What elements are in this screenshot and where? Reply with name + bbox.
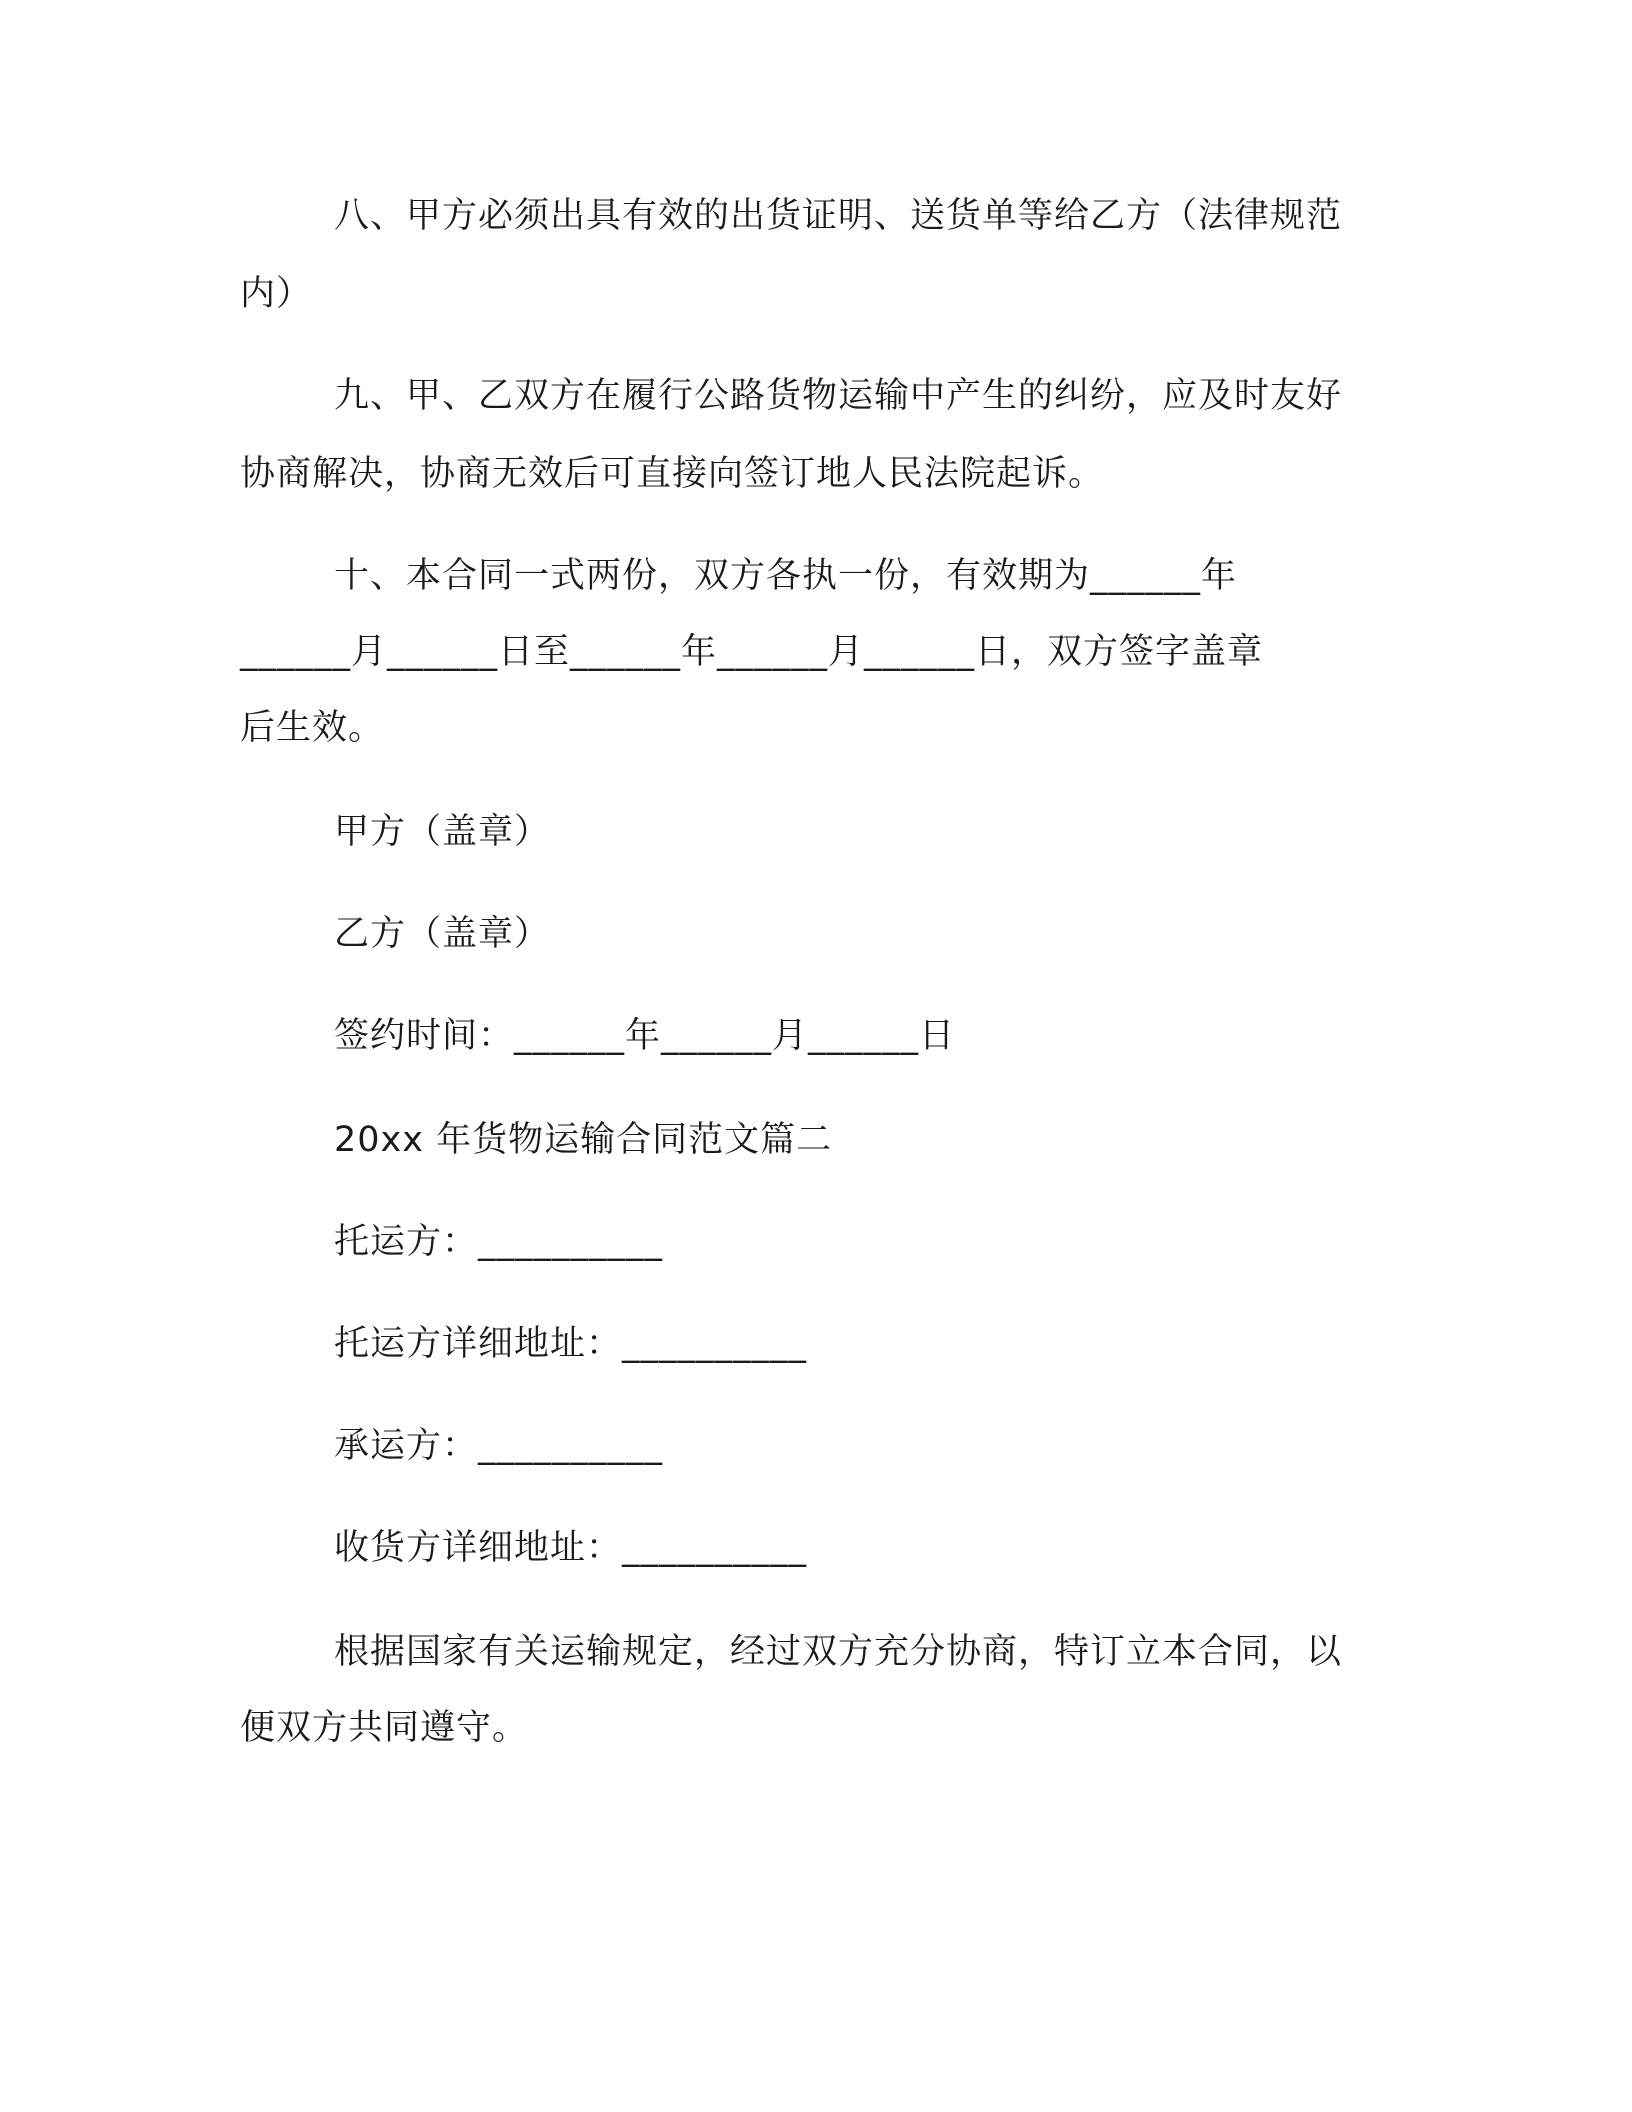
clause-9-line-1: 九、甲、乙双方在履行公路货物运输中产生的纠纷，应及时友好 bbox=[334, 376, 1343, 416]
preamble-line-1: 根据国家有关运输规定，经过双方充分协商，特订立本合同，以 bbox=[334, 1632, 1343, 1672]
section-two-title: 20xx 年货物运输合同范文篇二 bbox=[334, 1120, 833, 1160]
party-b-seal: 乙方（盖章） bbox=[334, 914, 551, 954]
clause-9-line-2: 协商解决，协商无效后可直接向签订地人民法院起诉。 bbox=[240, 454, 1105, 494]
clause-8-line-2: 内） bbox=[240, 274, 313, 314]
clause-10-line-2: ______月______日至______年______月______日，双方签字盖章 bbox=[240, 632, 1264, 672]
carrier-field: 承运方：__________ bbox=[334, 1426, 664, 1466]
clause-10-line-1: 十、本合同一式两份，双方各执一份，有效期为______年 bbox=[334, 556, 1238, 596]
clause-10-line-3: 后生效。 bbox=[240, 708, 385, 748]
clause-8-line-1: 八、甲方必须出具有效的出货证明、送货单等给乙方（法律规范 bbox=[334, 196, 1343, 236]
signing-date: 签约时间：______年______月______日 bbox=[334, 1016, 956, 1056]
shipper-field: 托运方：__________ bbox=[334, 1222, 664, 1262]
preamble-line-2: 便双方共同遵守。 bbox=[240, 1708, 529, 1748]
consignee-address-field: 收货方详细地址：__________ bbox=[334, 1528, 808, 1568]
shipper-address-field: 托运方详细地址：__________ bbox=[334, 1324, 808, 1364]
party-a-seal: 甲方（盖章） bbox=[334, 812, 551, 852]
